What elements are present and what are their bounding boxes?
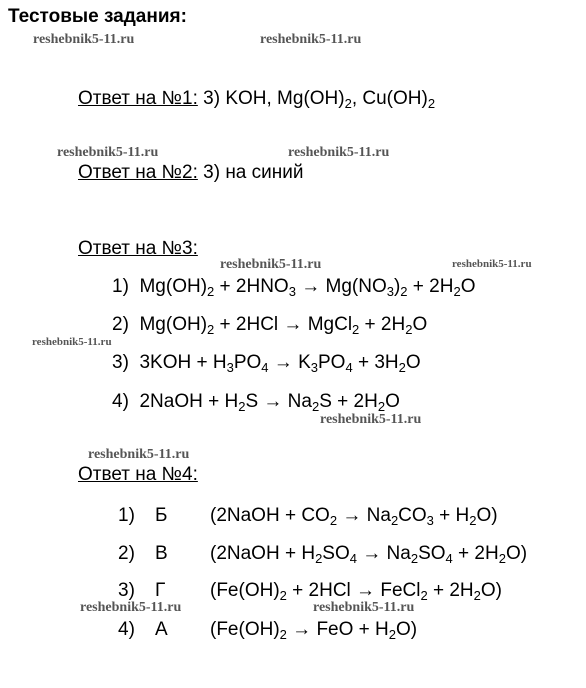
eq-text: PO [233,352,262,373]
eq-text: + 2H [452,543,499,564]
answer-2-text: 3) на синий [203,162,304,183]
subscript: 2 [207,284,215,299]
equation-4-4 [210,619,417,641]
eq-text: O) [480,580,502,601]
subscript: 2 [400,284,408,299]
subscript: 2 [329,513,338,528]
subscript: 4 [345,360,353,375]
subscript: 2 [238,399,246,414]
answer-1-text: , Cu(OH) [351,88,428,109]
item-4-1-letter: Б [155,505,168,526]
answer-2-label: Ответ на №2: [78,162,198,183]
answer-1-text: 3) KOH, Mg(OH) [203,88,345,109]
subscript: 4 [349,551,357,566]
eq-text: → FeO + H [286,619,389,640]
eq-text: Mg(OH) [139,276,208,297]
watermark: reshebnik5-11.ru [260,32,362,47]
item-number: 3) [112,352,129,373]
eq-text: + 2HCl → MgCl [214,314,353,335]
eq-text: O [460,276,476,297]
answer-2 [78,162,303,184]
eq-text: ) [393,276,401,297]
item-4-3-letter: Г [155,580,166,601]
watermark: reshebnik5-11.ru [57,145,159,160]
equation-4-3 [210,580,502,602]
subscript: 2 [469,513,477,528]
subscript: 3 [310,360,318,375]
subscript: 2 [390,513,399,528]
item-4-4-number: 4) [118,619,135,640]
eq-text: Mg(OH) [139,314,208,335]
eq-text: O [405,352,421,373]
subscript: 2 [398,360,406,375]
subscript: 2 [405,322,413,337]
subscript: 2 [377,399,386,414]
eq-text: + H [433,505,470,526]
subscript: 2 [207,322,215,337]
eq-text: → Mg(NO [295,276,387,297]
equation-3-1 [112,276,476,298]
subscript: 3 [226,360,234,375]
subscript: 2 [315,551,323,566]
item-4-1-number: 1) [118,505,135,526]
eq-text: O) [505,543,528,564]
item-number: 4) [112,391,129,412]
eq-text: CO [398,505,427,526]
subscript: 2 [388,627,397,642]
eq-text: + 2H [407,276,454,297]
subscript: 3 [288,284,296,299]
eq-text: + 2H [427,580,474,601]
eq-text: O) [396,619,418,640]
subscript: 2 [473,588,481,603]
item-number: 2) [112,314,129,335]
eq-text: + 2H [359,314,406,335]
eq-text: (2NaOH + H [210,543,316,564]
eq-text: S → Na [245,391,312,412]
subscript: 2 [410,551,419,566]
subscript: 4 [261,360,269,375]
subscript: 2 [279,627,287,642]
answer-3-label: Ответ на №3: [78,238,198,259]
item-4-2-number: 2) [118,543,135,564]
subscript: 2 [498,551,506,566]
watermark: reshebnik5-11.ru [220,257,322,272]
subscript: 2 [453,284,461,299]
answer-4 [78,464,198,486]
subscript: 3 [426,513,434,528]
eq-text: + 2HCl → FeCl [286,580,421,601]
item-4-4-letter: А [155,619,168,640]
item-4-3-number: 3) [118,580,135,601]
watermark: reshebnik5-11.ru [33,32,135,47]
equation-4-1 [210,505,498,527]
eq-text: PO [317,352,346,373]
watermark: reshebnik5-11.ru [288,145,390,160]
eq-text: (2NaOH + CO [210,505,330,526]
eq-text: → Na [337,505,391,526]
subscript: 2 [311,399,320,414]
subscript: 2 [344,96,352,111]
eq-text: SO [418,543,446,564]
eq-text: 2NaOH + H [139,391,239,412]
eq-text: + 2HNO [214,276,289,297]
eq-text: O [412,314,428,335]
equation-3-4 [112,391,400,413]
eq-text: SO [322,543,350,564]
eq-text: + 3H [352,352,399,373]
eq-text: (Fe(OH) [210,580,280,601]
item-number: 1) [112,276,129,297]
equation-3-2 [112,314,427,336]
eq-text: O [385,391,400,412]
answer-3 [78,238,198,260]
subscript: 2 [352,322,360,337]
page-title: Тестовые задания: [8,6,187,27]
eq-text: O) [476,505,498,526]
subscript: 3 [386,284,394,299]
answer-1-label: Ответ на №1: [78,88,198,109]
answer-1 [78,88,435,110]
equation-4-2 [210,543,527,565]
answer-4-label: Ответ на №4: [78,464,198,485]
subscript: 2 [279,588,287,603]
eq-text: S + 2H [319,391,378,412]
watermark: reshebnik5-11.ru [313,600,415,615]
equation-3-3 [112,352,421,374]
item-4-2-letter: В [155,543,168,564]
watermark: reshebnik5-11.ru [32,336,112,348]
subscript: 4 [445,551,453,566]
watermark: reshebnik5-11.ru [320,412,422,427]
eq-text: → Na [356,543,411,564]
watermark: reshebnik5-11.ru [452,258,532,270]
subscript: 2 [420,588,428,603]
eq-text: 3KOH + H [139,352,227,373]
eq-text: → K [268,352,311,373]
watermark: reshebnik5-11.ru [88,447,190,462]
eq-text: (Fe(OH) [210,619,280,640]
watermark: reshebnik5-11.ru [80,600,182,615]
subscript: 2 [427,96,436,111]
